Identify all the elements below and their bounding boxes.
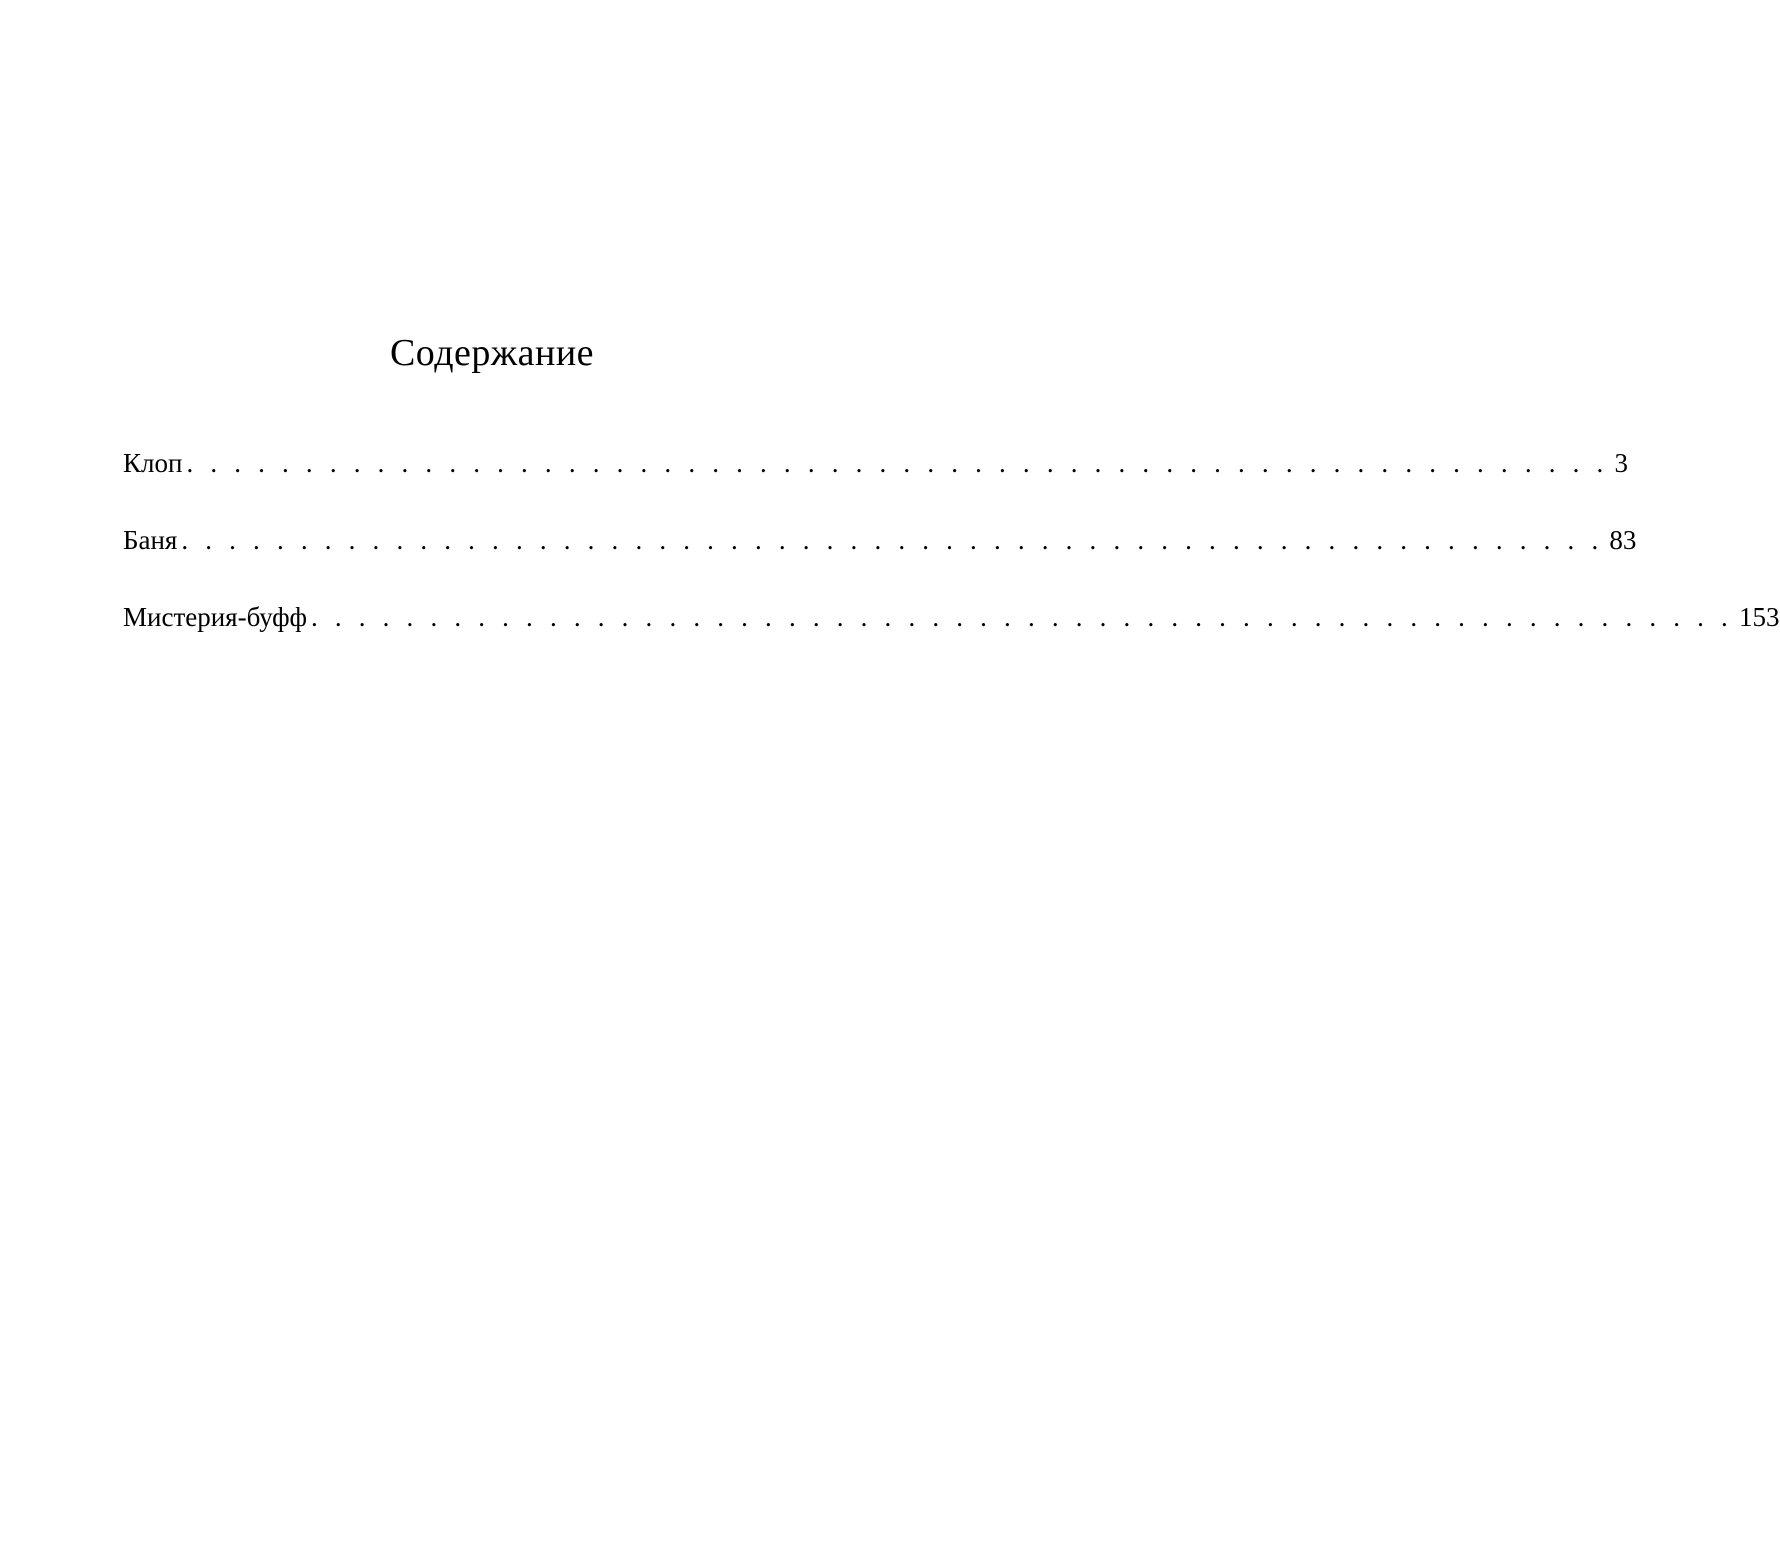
dot-leader: . . . . . . . . . . . . . . . . . . . . . . . . . . . . . . . . . . . . . . . . . . . . . . . . . . . . . . . . . . . . (310, 602, 1734, 632)
dot-leader: . . . . . . . . . . . . . . . . . . . . . . . . . . . . . . . . . . . . . . . . . . . . . . . . . . . . . . . . . . . . (186, 448, 1609, 478)
toc-page-number: 3 (1614, 448, 1628, 478)
toc-page-number: 83 (1609, 525, 1637, 555)
toc-entry (123, 444, 1628, 482)
dot-leader: . . . . . . . . . . . . . . . . . . . . . . . . . . . . . . . . . . . . . . . . . . . . . . . . . . . . . . . . . . . . (181, 525, 1604, 555)
page-title: Содержание (389, 332, 595, 374)
toc-entry-title: Мистерия-буфф (123, 602, 307, 632)
table-of-contents (123, 444, 1780, 675)
toc-entry (123, 598, 1780, 636)
toc-entry-title: Баня (123, 525, 178, 555)
toc-entry-title: Клоп (123, 448, 183, 478)
toc-entry (123, 521, 1637, 559)
toc-page-number: 153 (1739, 602, 1780, 632)
